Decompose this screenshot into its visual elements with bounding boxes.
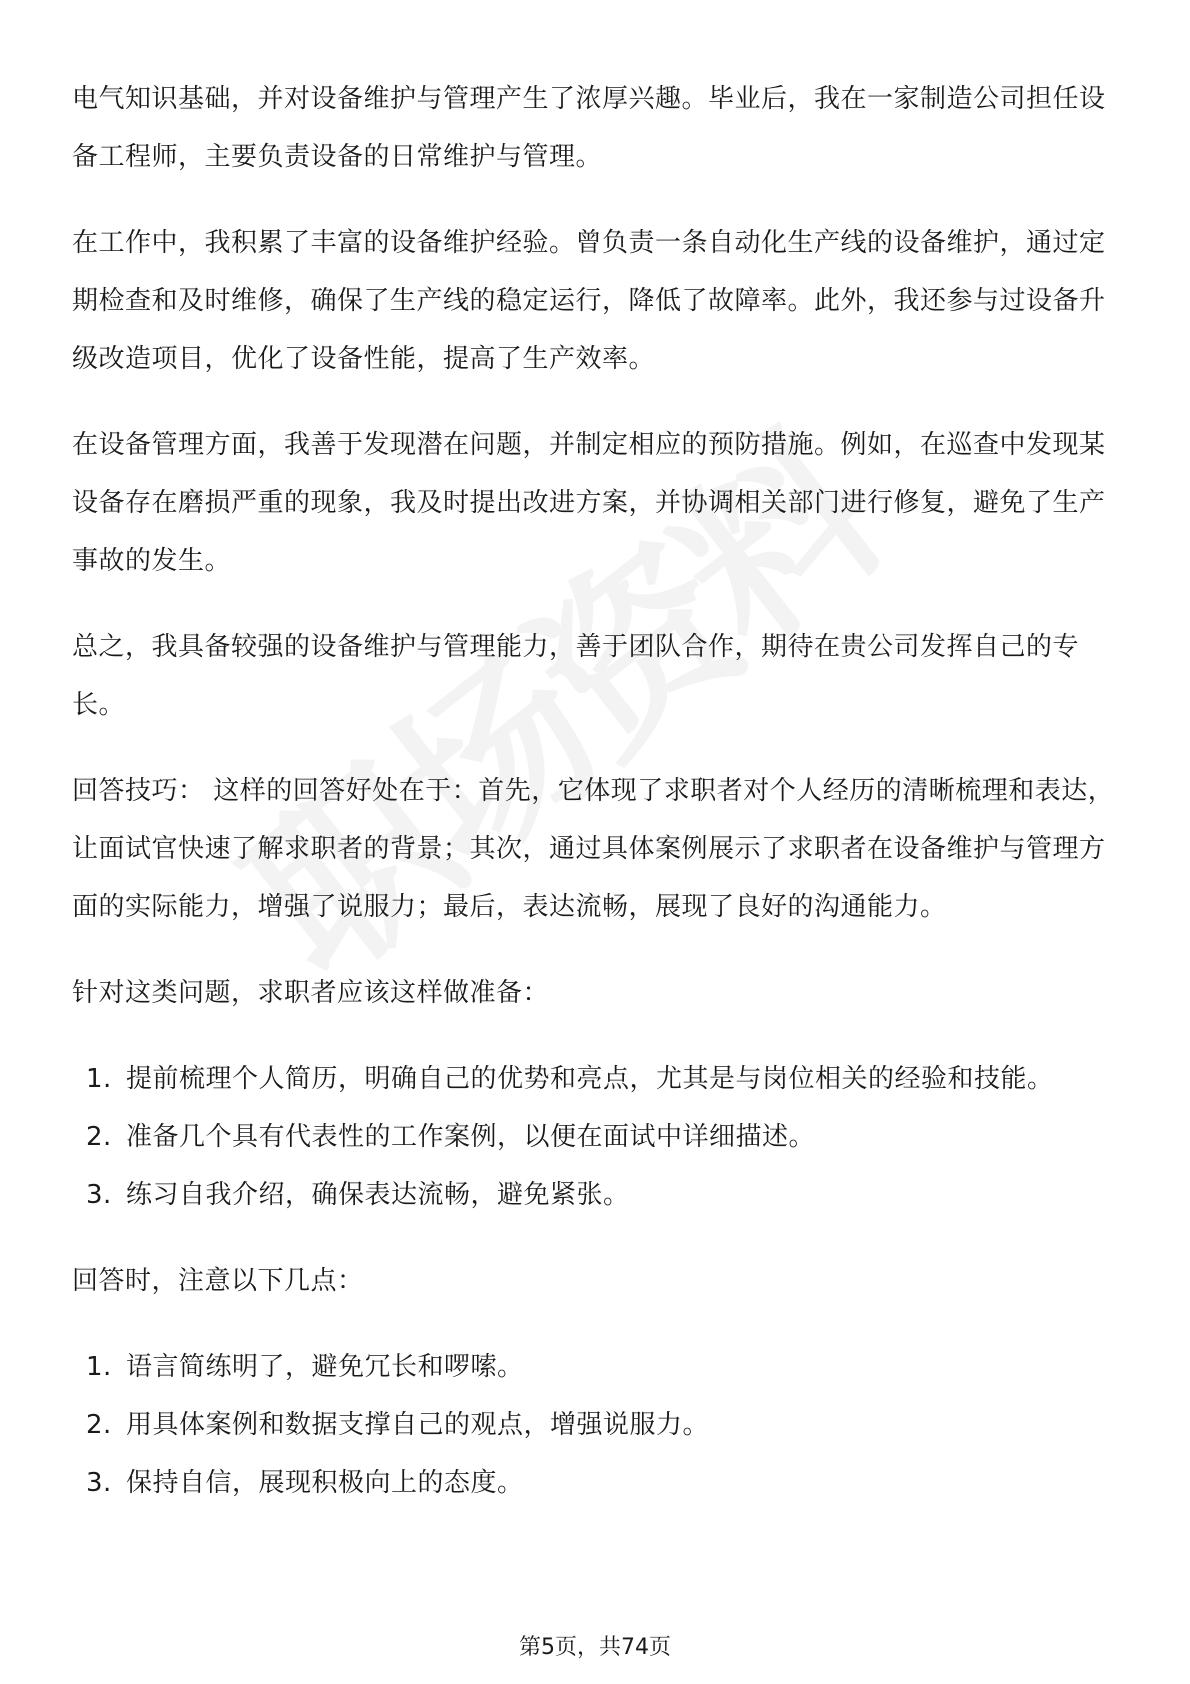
answer-tips-paragraph: 回答技巧： 这样的回答好处在于：首先，它体现了求职者对个人经历的清晰梳理和表达，让面试官快速了解求职者的背景；其次，通过具体案例展示了求职者在设备维护与管理方面的实际能力，增强了说服力；最后，表达流畅，展现了良好的沟通能力。 xyxy=(72,776,1115,922)
list-number: 2. xyxy=(86,1122,112,1152)
notes-intro: 回答时，注意以下几点： xyxy=(72,1266,364,1296)
list-item-text: 用具体案例和数据支撑自己的观点，增强说服力。 xyxy=(126,1410,710,1440)
paragraph: 电气知识基础，并对设备维护与管理产生了浓厚兴趣。毕业后，我在一家制造公司担任设备工程师，主要负责设备的日常维护与管理。 xyxy=(72,84,1106,172)
prep-intro: 针对这类问题，求职者应该这样做准备： xyxy=(72,978,550,1008)
list-item xyxy=(72,1454,1122,1512)
list-number: 3. xyxy=(86,1468,112,1498)
paragraph: 总之，我具备较强的设备维护与管理能力，善于团队合作，期待在贵公司发挥自己的专长。 xyxy=(72,632,1080,720)
list-item-text: 保持自信，展现积极向上的态度。 xyxy=(126,1468,524,1498)
list-item xyxy=(72,1050,1122,1108)
list-item-text: 准备几个具有代表性的工作案例，以便在面试中详细描述。 xyxy=(126,1122,816,1152)
list-item xyxy=(72,1166,1122,1224)
page-footer: 第5页，共74页 xyxy=(519,1635,671,1660)
list-item xyxy=(72,1396,1122,1454)
list-item xyxy=(72,1108,1122,1166)
list-item-text: 提前梳理个人简历，明确自己的优势和亮点，尤其是与岗位相关的经验和技能。 xyxy=(126,1064,1054,1094)
page-content xyxy=(72,70,1122,1540)
paragraph: 在工作中，我积累了丰富的设备维护经验。曾负责一条自动化生产线的设备维护，通过定期检查和及时维修，确保了生产线的稳定运行，降低了故障率。此外，我还参与过设备升级改造项目，优化了设备性能，提高了生产效率。 xyxy=(72,228,1106,374)
list-number: 1. xyxy=(86,1352,112,1382)
list-number: 1. xyxy=(86,1064,112,1094)
paragraph: 在设备管理方面，我善于发现潜在问题，并制定相应的预防措施。例如，在巡查中发现某设备存在磨损严重的现象，我及时提出改进方案，并协调相关部门进行修复，避免了生产事故的发生。 xyxy=(72,430,1106,576)
list-item-text: 语言简练明了，避免冗长和啰嗦。 xyxy=(126,1352,524,1382)
list-number: 3. xyxy=(86,1180,112,1210)
list-item-text: 练习自我介绍，确保表达流畅，避免紧张。 xyxy=(126,1180,630,1210)
list-item xyxy=(72,1338,1122,1396)
prep-list xyxy=(72,1050,1122,1224)
notes-list xyxy=(72,1338,1122,1512)
list-number: 2. xyxy=(86,1410,112,1440)
